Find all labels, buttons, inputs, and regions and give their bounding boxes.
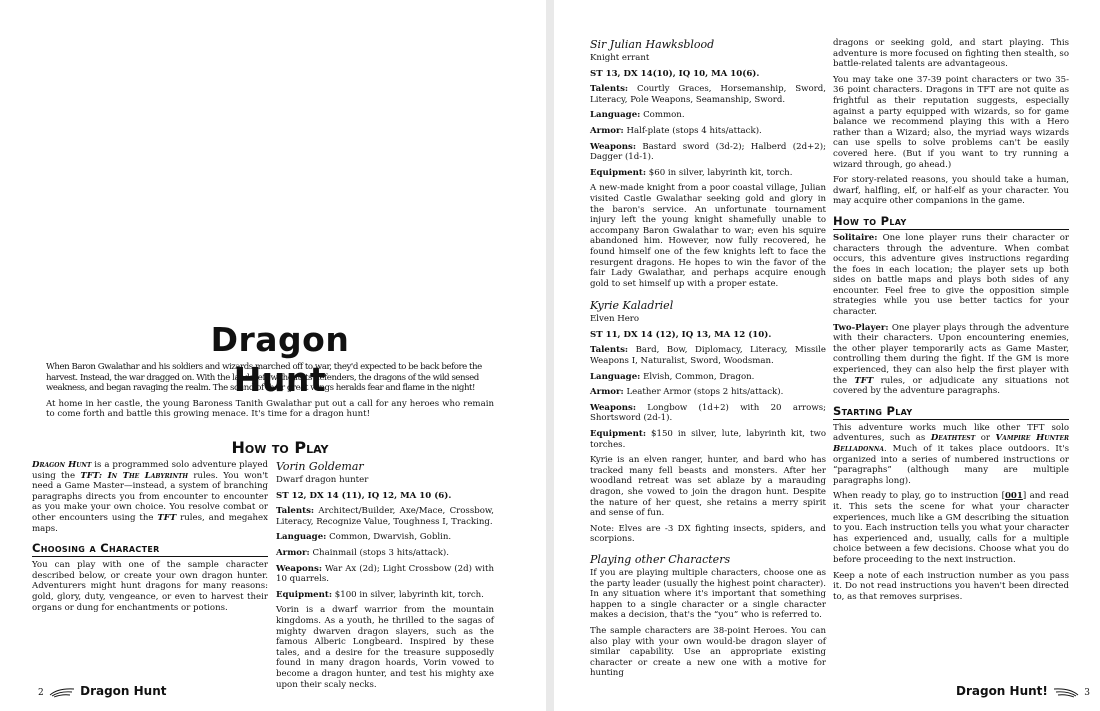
right-page — [554, 0, 1100, 711]
julian-class: Knight errant — [590, 53, 650, 63]
intro-text — [46, 362, 494, 425]
julian-language: Language: Common. — [590, 110, 685, 121]
intro-paragraph: At home in her castle, the young Baroness Tanith Gwalathar put out a call for any heroes who remain to come forth and battle this growing menace. It's time for a dragon hunt! — [46, 398, 494, 420]
vorin-class: Dwarf dragon hunter — [276, 475, 369, 485]
playing-other-text: If you are playing multiple characters, choose one as the party leader (usually the highest point character). In any situation where it's important that something happen to a single character or a single character makes a decision, that's the “you” who is referred to. — [590, 567, 826, 621]
page-number: 2 — [38, 688, 44, 698]
julian-weapons: Weapons: Bastard sword (3d-2); Halberd (2d+2); Dagger (1d-1). — [590, 141, 826, 163]
instruction-paragraph: When ready to play, go to instruction [001] and read it. This sets the scene for what your character experiences, much like a GM describing the situation to you. Each instruction tells you what your character has experienced and, usually, calls for a multiple choice between a few decisions. Choose what you do before proceeding to the next instruction. — [833, 491, 1069, 565]
julian-talents: Talents: Courtly Graces, Horsemanship, Sword, Literacy, Pole Weapons, Seamanship, Sword. — [590, 84, 826, 105]
vorin-stats: ST 12, DX 14 (11), IQ 12, MA 10 (6). — [276, 490, 452, 501]
left-footer — [38, 684, 167, 700]
starting-play-paragraph: This adventure works much like other TFT solo adventures, such as Deathtest or Vampire Hunter Belladonna. Much of it takes place outdoors. It's organized into a series of numbered instructions or “paragraphs” (although many are multiple paragraphs long). — [833, 422, 1070, 486]
footer-title: Dragon Hunt — [80, 684, 167, 698]
right-column-2 — [833, 38, 1069, 607]
continued-paragraph: dragons or seeking gold, and start playing. This adventure is more focused on fighting then stealth, so battle-related talents are advantageous. — [833, 38, 1069, 70]
dragon-hunt-title-ref: Dragon Hunt — [32, 460, 92, 470]
page-number: 3 — [1084, 688, 1090, 698]
vorin-weapons: Weapons: War Ax (2d); Light Crossbow (2d) with 10 quarrels. — [276, 563, 494, 585]
kyrie-stats: ST 11, DX 14 (12), IQ 13, MA 12 (10). — [590, 329, 772, 340]
vorin-name: Vorin Goldemar — [276, 460, 364, 473]
julian-equipment: Equipment: $60 in silver, labyrinth kit, torch. — [590, 167, 793, 178]
kyrie-equipment: Equipment: $150 in silver, lute, labyrinth kit, two torches. — [590, 429, 826, 450]
intro-paragraph: When Baron Gwalathar and his soldiers and wizards marched off to war, they'd expected to be back before the harvest. Instead, the war dragged on. With the lands left without its defenders, the dragons of the wild sensed weakness, and began ravaging the realm. The sound of their great wings heralds fear and flame in the night! — [46, 362, 482, 394]
flourish-icon — [48, 686, 76, 698]
book-title: Dragon Hunt — [210, 320, 350, 399]
vorin-equipment: Equipment: $100 in silver, labyrinth kit, torch. — [276, 589, 484, 600]
vorin-bio: Vorin is a dwarf warrior from the mountain kingdoms. As a youth, he thrilled to the sagas of mighty dwarven dragon slayers, such as the famous Alberic Longbeard. Inspired by these tales, and a desire for the treasure supposedly found in many dragon hoards, Vorin vowed to become a dragon hunter, and test his mighty axe upon their scaly necks. — [276, 605, 494, 690]
how-to-play-heading-right: How to Play — [833, 215, 1069, 230]
note-paragraph: Keep a note of each instruction number as you pass it. Do not read instructions you haven't been directed to, as that removes surprises. — [833, 570, 1069, 602]
tft-title-ref: TFT: In The Labyrinth — [80, 470, 189, 481]
kyrie-armor: Armor: Leather Armor (stops 2 hits/attack). — [590, 387, 784, 398]
flourish-icon — [1052, 686, 1080, 698]
left-column-1 — [32, 460, 268, 618]
kyrie-talents: Talents: Bard, Bow, Diplomacy, Literacy, Missile Weapons I, Naturalist, Sword, Woodsman. — [590, 345, 826, 367]
playing-other-heading: Playing other Characters — [590, 552, 731, 566]
julian-name: Sir Julian Hawksblood — [590, 38, 715, 51]
kyrie-name: Kyrie Kaladriel — [590, 299, 674, 313]
left-page — [0, 0, 546, 711]
footer-title: Dragon Hunt! — [956, 684, 1048, 698]
kyrie-weapons: Weapons: Longbow (1d+2) with 20 arrows; Shortsword (2d-1). — [590, 402, 826, 424]
vorin-language: Language: Common, Dwarvish, Goblin. — [276, 532, 452, 543]
point-characters-paragraph: You may take one 37-39 point characters or two 35-36 point characters. Dragons in TFT are not quite as frightful as their reputation suggests, especially against a party equipped with wizards, so for game balance we recommend playing this with a Hero rather than a Wizard; also, the myriad ways wizards can use spells to solve problems can't be easily covered here. (But if you want to try running a wizard through, go ahead.) — [833, 74, 1069, 170]
solitaire-paragraph: Solitaire: One lone player runs their character or characters through the adventure. When combat occurs, this adventure gives instructions regarding the foes in each location; the player sets up both sides on battle maps and plays both sides of any encounter. Feel free to give the opposition simple strategies while you use better tactics for your character. — [833, 232, 1069, 318]
kyrie-language: Language: Elvish, Common, Dragon. — [590, 371, 755, 382]
story-reasons-paragraph: For story-related reasons, you should take a human, dwarf, halfling, elf, or half-elf as your character. You may acquire other companions in the game. — [833, 175, 1069, 207]
kyrie-class: Elven Hero — [590, 314, 640, 325]
kyrie-bio: Kyrie is an elven ranger, hunter, and bard who has tracked many fell beasts and monsters. After her woodland retreat was set ablaze by a marauding dragon, she vowed to join the dragon hunt. Despite the nature of her quest, she retains a merry spirit and sense of fun. — [590, 455, 826, 519]
right-column-1 — [590, 38, 826, 684]
choosing-character-text: You can play with one of the sample character described below, or create your own dragon hunter. Adventurers might hunt dragons for many reasons: gold, glory, duty, vengeance, or even to harvest their organs or dung for enchantments or potions. — [32, 560, 268, 613]
how-to-play-heading: How to Play — [231, 438, 329, 457]
right-footer — [956, 684, 1090, 700]
playing-other-text: The sample characters are 38-point Heroes. You can also play with your own would-be dragon slayer of similar capability. Use an appropriate existing character or create a new one with a motive for hunting — [590, 625, 826, 679]
julian-armor: Armor: Half-plate (stops 4 hits/attack). — [590, 125, 762, 136]
instruction-link-001[interactable]: 001 — [1004, 491, 1023, 502]
julian-stats: ST 13, DX 14(10), IQ 10, MA 10(6). — [590, 68, 760, 79]
left-column-2 — [276, 460, 494, 695]
vorin-talents: Talents: Architect/Builder, Axe/Mace, Crossbow, Literacy, Recognize Value, Toughness I, Tracking. — [276, 506, 494, 527]
two-player-paragraph: Two-Player: One player plays through the adventure with their characters. Upon encountering enemies, the other player temporarily acts as Game Master, controlling them during the fight. If the GM is more experienced, they can also help the first player with the TFT rules, or adjudicate any situations not covered by the adventure paragraphs. — [833, 322, 1069, 397]
starting-play-heading: Starting Play — [833, 405, 1069, 420]
vorin-armor: Armor: Chainmail (stops 3 hits/attack). — [276, 547, 450, 558]
choosing-character-heading: Choosing a Character — [32, 542, 268, 557]
kyrie-note: Note: Elves are -3 DX fighting insects, spiders, and scorpions. — [590, 523, 826, 545]
julian-bio: A new-made knight from a poor coastal village, Julian visited Castle Gwalathar seeking gold and glory in the baron's service. An unfortunate tournament injury left the young knight shamefully unable to accompany Baron Gwalathar to war; even his squire abandoned him. However, now fully recovered, he found himself one of the few knights left to face the resurgent dragons. He hopes to win the favor of the fair Lady Gwalathar, and perhaps acquire enough gold to set himself up with a proper estate. — [590, 183, 826, 289]
intro-how-to-play: Dragon Hunt is a programmed solo adventure played using the TFT: In The Labyrinth rules. You won't need a Game Master—instead, a system of branching paragraphs directs you from encounter to encounter as you make your own choice. You resolve combat or other encounters using the TFT rules, and megahex maps. — [32, 460, 268, 534]
